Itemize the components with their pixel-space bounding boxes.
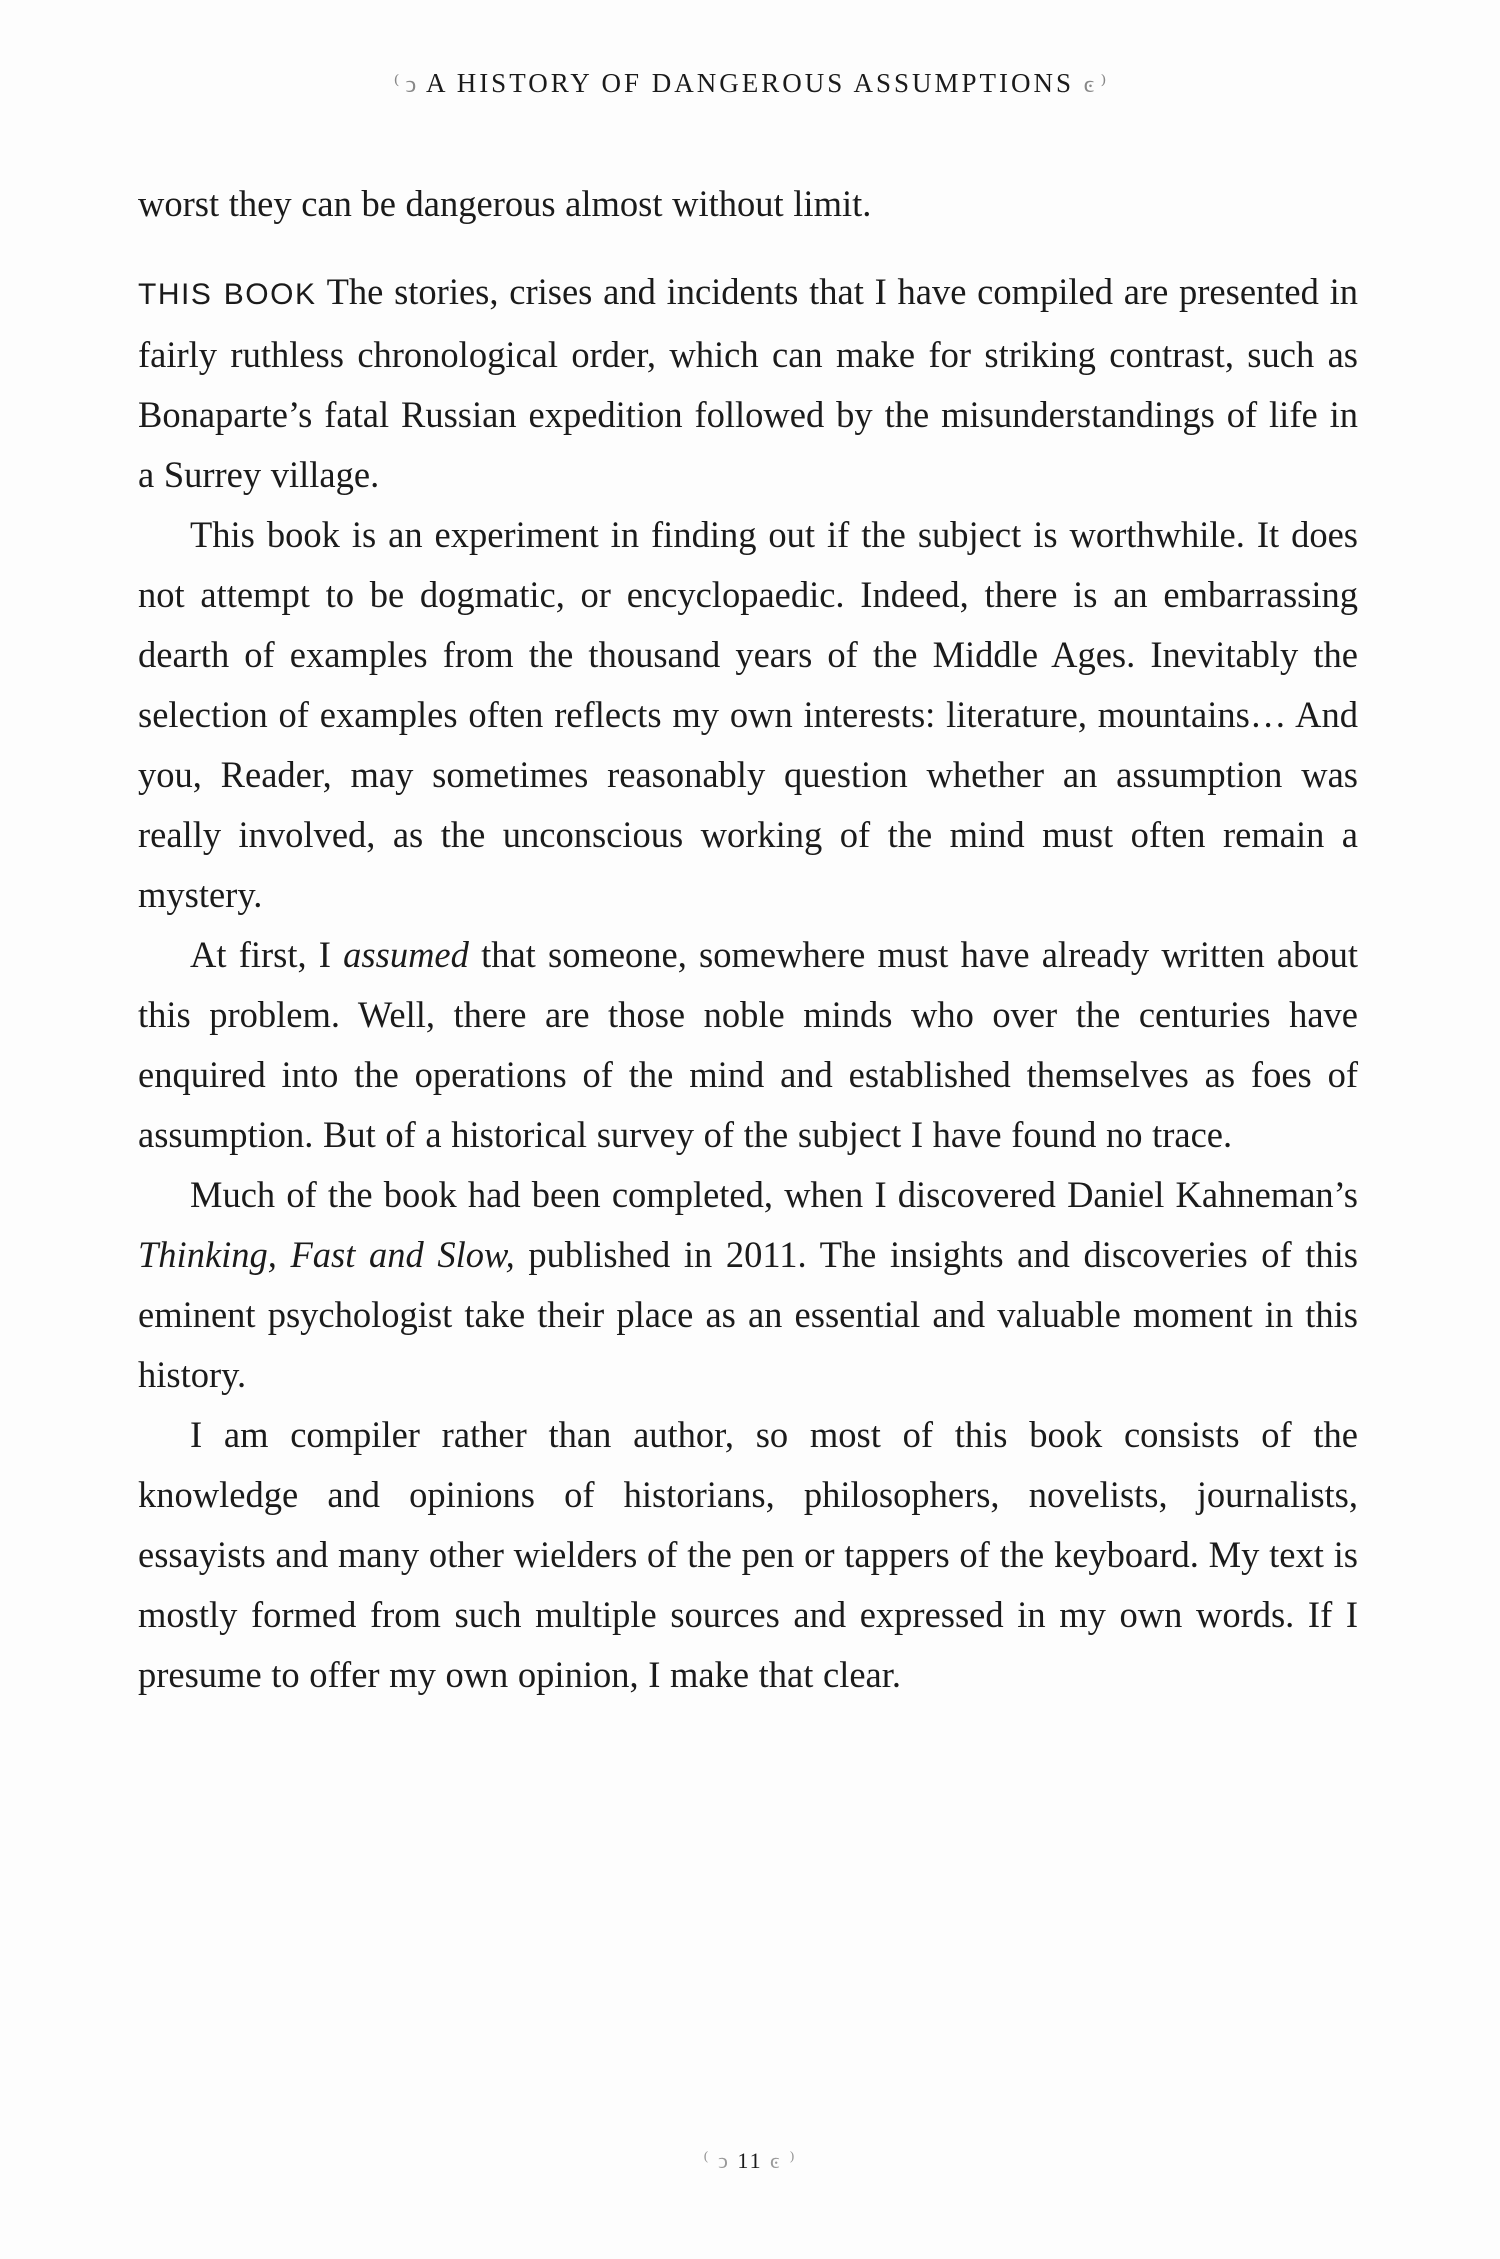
page-body xyxy=(138,174,1358,1705)
footer-ornament-right: ͼ ⁾ xyxy=(770,2148,797,2173)
footer-ornament-left: ⁽ ͻ xyxy=(703,2148,730,2173)
paragraph-text: Much of the book had been completed, when I discovered Daniel Kahneman’s xyxy=(190,1174,1358,1215)
paragraph-compiler: I am compiler rather than author, so most of this book consists of the knowledge and opinions of historians, philosophers, novelists, journalists, essayists and many other wielders of the pen or tappers of the keyboard. My text is mostly formed from such multiple sources and expressed in my own words. If I presume to offer my own opinion, I make that clear. xyxy=(138,1414,1358,1695)
paragraph-text: published in 2011. The insights and discoveries of this eminent psychologist take their place as an essential and valuable moment in this history. xyxy=(138,1234,1358,1395)
paragraph-text: At first, I xyxy=(190,934,344,975)
header-ornament-left: ⁽ ͻ xyxy=(393,72,417,98)
paragraph-text: The stories, crises and incidents that I have compiled are presented in fairly ruthless chronological order, which can make for striking contrast, such as Bonaparte’s fatal Russian expedition followed by the misunderstandings of life in a Surrey village. xyxy=(138,271,1359,495)
paragraph-this-book xyxy=(138,262,1358,505)
header-ornament-right: ͼ ⁾ xyxy=(1083,72,1107,98)
section-label: THIS BOOK xyxy=(138,278,317,311)
paragraph-assumed xyxy=(138,925,1358,1165)
paragraph-experiment: This book is an experiment in finding out if the subject is worthwhile. It does not attempt to be dogmatic, or encyclopaedic. Indeed, there is an embarrassing dearth of examples from the thousand years of the Middle Ages. Inevitably the selection of examples often reflects my own interests: literature, mountains… And you, Reader, may sometimes reasonably question whether an assumption was really involved, as the unconscious working of the mind must often remain a mystery. xyxy=(138,514,1358,915)
paragraph-continued: worst they can be dangerous almost without limit. xyxy=(138,183,872,224)
page-number: 11 xyxy=(737,2148,763,2173)
running-header xyxy=(0,68,1500,99)
paragraph-kahneman xyxy=(138,1165,1358,1405)
paragraph-text: that someone, somewhere must have already written about this problem. Well, there are those noble minds who over the centuries have enquired into the operations of the mind and established themselves as foes of assumption. But of a historical survey of the subject I have found no trace. xyxy=(138,934,1358,1155)
book-title: Thinking, Fast and Slow, xyxy=(138,1234,515,1275)
running-header-title: A HISTORY OF DANGEROUS ASSUMPTIONS xyxy=(425,68,1075,98)
page-footer xyxy=(0,2148,1500,2174)
emphasis-word: assumed xyxy=(343,934,469,975)
